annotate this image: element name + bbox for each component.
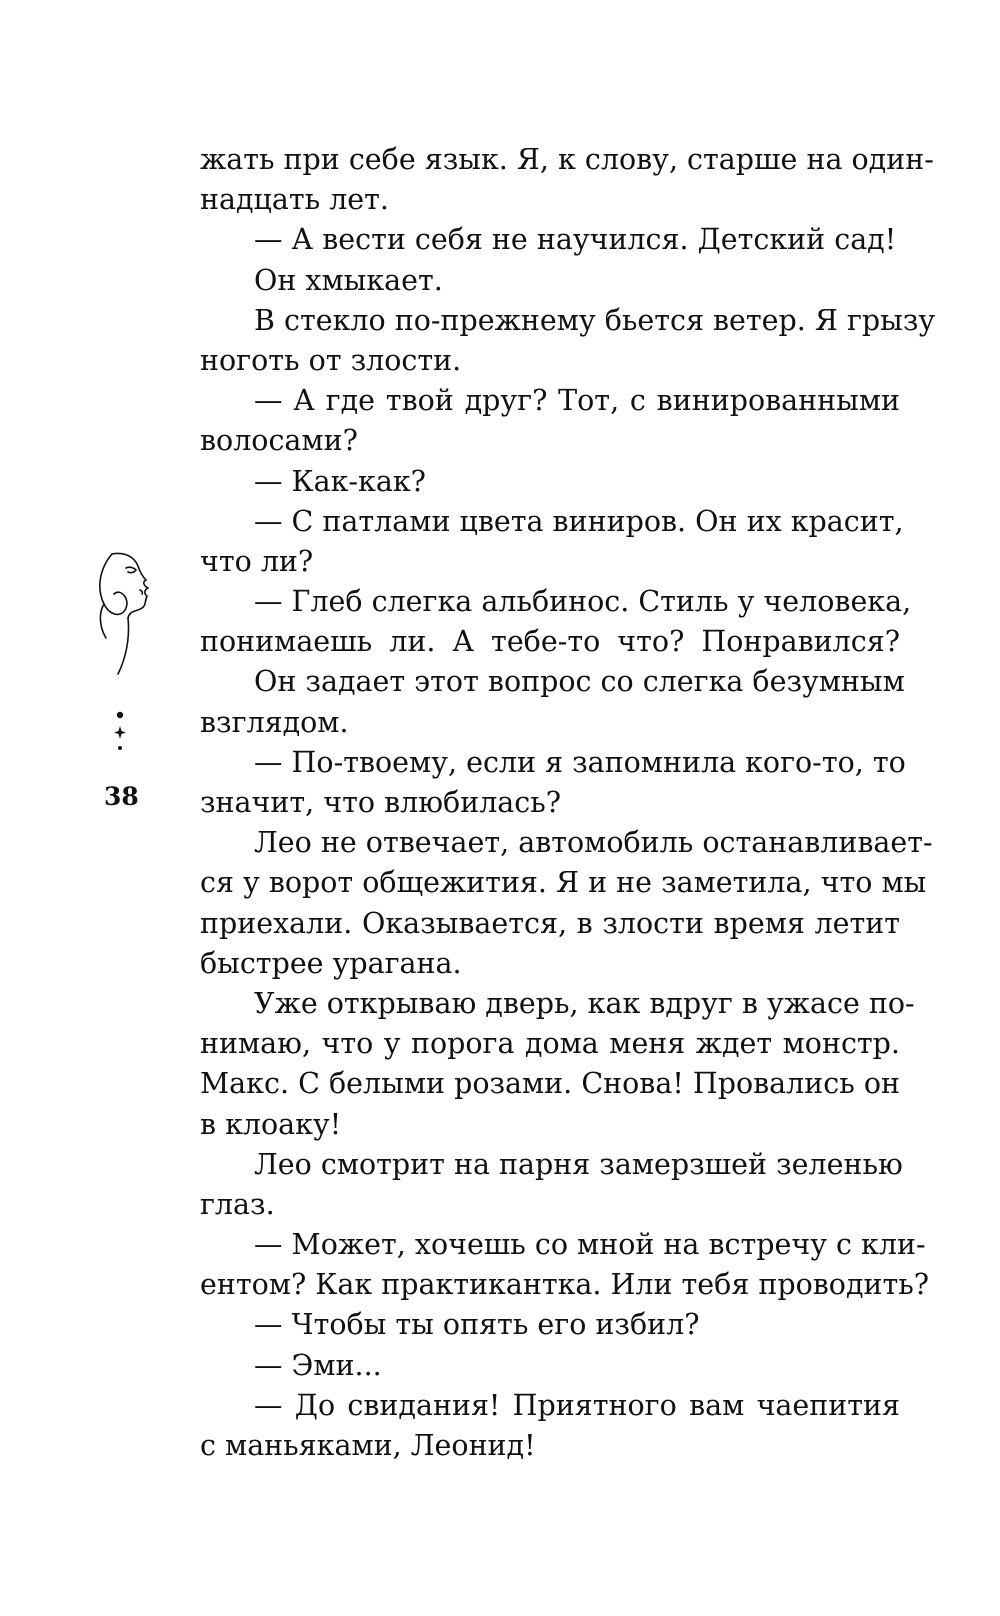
text-line: — А где твой друг? Тот, с винированными <box>254 384 900 418</box>
text-line: глаз. <box>200 1187 275 1221</box>
text-line: — До свидания! Приятного вам чаепития <box>254 1388 900 1422</box>
text-line: — Чтобы ты опять его избил? <box>254 1308 700 1342</box>
text-line: — А вести себя не научился. Детский сад! <box>254 223 897 257</box>
text-line: — Как-как? <box>254 464 426 498</box>
text-line: — С патлами цвета виниров. Он их красит, <box>254 504 904 538</box>
text-line: понимаешь ли. А тебе-то что? Понравился? <box>200 625 900 659</box>
text-line: в клоаку! <box>200 1107 342 1141</box>
text-line: ноготь от злости. <box>200 343 462 377</box>
text-line: надцать лет. <box>200 183 389 217</box>
text-line: Лео смотрит на парня замерзшей зеленью <box>254 1147 903 1181</box>
text-line: значит, что влюбилась? <box>200 786 562 819</box>
text-line: нимаю, что у порога дома меня ждет монстр. <box>200 1027 900 1061</box>
body-text <box>200 140 936 1466</box>
text-line: что ли? <box>200 544 314 578</box>
text-line: ся у ворот общежития. Я и не заметила, что мы <box>200 866 927 900</box>
page-number: 38 <box>104 782 139 811</box>
text-line: — По-твоему, если я запомнила кого-то, то <box>254 745 906 779</box>
star-dots-ornament-icon <box>110 710 130 760</box>
text-line: быстрее урагана. <box>200 946 462 980</box>
text-line: В стекло по-прежнему бьется ветер. Я грызу <box>254 303 936 337</box>
text-line: приехали. Оказывается, в злости время летит <box>200 906 900 940</box>
text-line: — Может, хочешь со мной на встречу с кли- <box>254 1228 926 1262</box>
text-line: Он задает этот вопрос со слегка безумным <box>254 665 905 699</box>
text-line: с маньяками, Леонид! <box>200 1429 536 1462</box>
text-line: Лео не отвечает, автомобиль останавливает- <box>254 826 933 860</box>
face-line-art-icon <box>90 548 170 678</box>
text-line: Он хмыкает. <box>254 263 443 297</box>
text-line: Уже открываю дверь, как вдруг в ужасе по- <box>254 986 915 1020</box>
text-line: — Эми... <box>254 1348 382 1382</box>
text-line: жать при себе язык. Я, к слову, старше на один- <box>200 143 934 176</box>
text-line: Макс. С белыми розами. Снова! Провались он <box>200 1067 900 1101</box>
text-line: волосами? <box>200 424 358 458</box>
text-line: взглядом. <box>200 705 349 739</box>
text-line: — Глеб слегка альбинос. Стиль у человека, <box>254 585 912 619</box>
text-line: ентом? Как практикантка. Или тебя проводить? <box>200 1268 930 1302</box>
